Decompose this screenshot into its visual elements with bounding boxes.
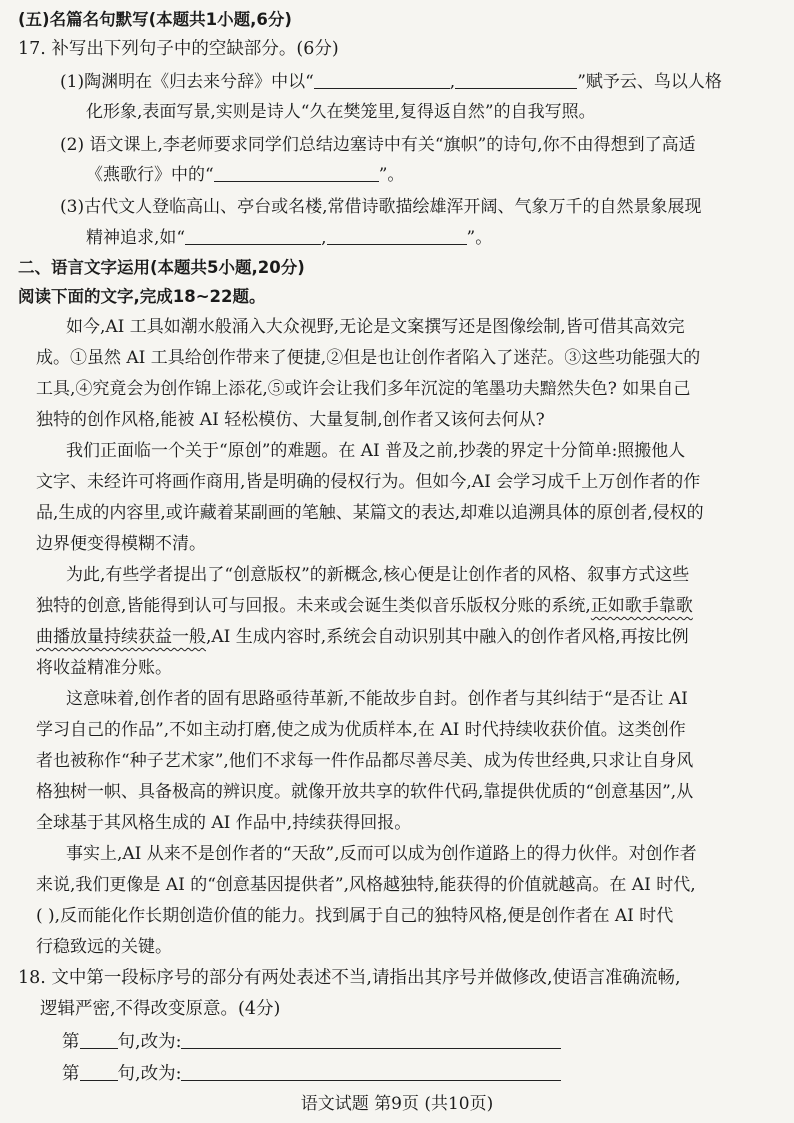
reading-instruction: 阅读下面的文字,完成18~22题。 [18,287,266,306]
wavy-underlined-phrase: 正如歌手靠歌 [590,596,693,616]
passage-line: 我们正面临一个关于“原创”的难题。在 AI 普及之前,抄袭的界定十分简单:照搬他人 [66,441,686,461]
sentence-number-blank[interactable] [80,1062,118,1081]
revision-blank[interactable] [181,1030,561,1049]
answer-blank[interactable] [314,70,450,89]
q17-item-1-line-2: 化形象,表面写景,实则是诗人“久在樊笼里,复得返自然”的自我写照。 [86,102,596,122]
q17-item-3-line-2: 精神追求,如“ , ”。 [86,228,493,248]
passage-line: 将收益精准分账。 [36,658,172,678]
answer-blank[interactable] [185,226,321,245]
passage-line: 工具,④究竟会为创作锦上添花,⑤或许会让我们多年沉淀的笔墨功夫黯然失色? 如果自己 [36,379,691,399]
passage-line: 品,生成的内容里,或许藏着某副画的笔触、某篇文的表达,却难以追溯具体的原创者,侵权的 [36,503,704,523]
q17-item-2-line-1: (2) 语文课上,李老师要求同学们总结边塞诗中有关“旗帜”的诗句,你不由得想到了高适 [60,135,696,155]
q17-item-2-line-2: 《燕歌行》中的“ ”。 [86,165,405,185]
passage-line: 曲播放量持续获益一般,AI 生成内容时,系统会自动识别其中融入的创作者风格,再按比例 [36,627,689,647]
passage-line: 如今,AI 工具如潮水般涌入大众视野,无论是文案撰写还是图像绘制,皆可借其高效完 [66,317,685,337]
passage-line: 事实上,AI 从来不是创作者的“天敌”,反而可以成为创作道路上的得力伙伴。对创作者 [66,844,697,864]
q17-item-3-line-1: (3)古代文人登临高山、亭台或名楼,常借诗歌描绘雄浑开阔、气象万千的自然景象展现 [60,197,702,217]
passage-line: ( ),反而能化作长期创造价值的能力。找到属于自己的独特风格,便是创作者在 AI 时代 [36,906,674,926]
answer-blank[interactable] [327,226,467,245]
passage-line: 行稳致远的关键。 [36,937,172,957]
question-18-line-2: 逻辑严密,不得改变原意。(4分) [40,999,281,1019]
passage-line: 文字、未经许可将画作商用,皆是明确的侵权行为。但如今,AI 会学习成千上万创作者的作 [36,472,701,492]
q18-answer-row: 第 句,改为: [62,1030,561,1054]
passage-line: 学习自己的作品”,不如主动打磨,使之成为优质样本,在 AI 时代持续收获价值。这类创作 [36,720,686,740]
passage-line: 格独树一帜、具备极高的辨识度。就像开放共享的软件代码,靠提供优质的“创意基因”,从 [36,782,694,802]
revision-blank[interactable] [181,1062,561,1081]
q18-answer-row: 第 句,改为: [62,1062,561,1086]
section-heading-5: (五)名篇名句默写(本题共1小题,6分) [18,10,292,29]
page-footer: 语文试题 第9页 (共10页) [300,1094,494,1114]
q17-item-1-line-1: (1)陶渊明在《归去来兮辞》中以“ , ”赋予云、鸟以人格 [60,72,722,92]
question-18: 18. 文中第一段标序号的部分有两处表述不当,请指出其序号并做修改,使语言准确流畅, [18,968,681,988]
answer-blank[interactable] [214,163,379,182]
passage-line: 者也被称作“种子艺术家”,他们不求每一件作品都尽善尽美、成为传世经典,只求让自身风 [36,751,694,771]
question-17: 17. 补写出下列句子中的空缺部分。(6分) [18,39,339,59]
wavy-underlined-phrase: 曲播放量持续获益一般 [36,627,206,647]
passage-line: 为此,有些学者提出了“创意版权”的新概念,核心便是让创作者的风格、叙事方式这些 [66,565,690,585]
passage-line: 这意味着,创作者的固有思路亟待革新,不能故步自封。创作者与其纠结于“是否让 AI [66,689,688,709]
passage-line: 边界便变得模糊不清。 [36,534,206,554]
passage-line: 成。①虽然 AI 工具给创作带来了便捷,②但是也让创作者陷入了迷茫。③这些功能强大的 [36,348,701,368]
section-heading-2: 二、语言文字运用(本题共5小题,20分) [18,258,305,277]
passage-line: 全球基于其风格生成的 AI 作品中,持续获得回报。 [36,813,412,833]
sentence-number-blank[interactable] [80,1030,118,1049]
answer-blank[interactable] [455,70,577,89]
passage-line: 来说,我们更像是 AI 的“创意基因提供者”,风格越独特,能获得的价值就越高。在 AI 时代, [36,875,696,895]
passage-line: 独特的创意,皆能得到认可与回报。未来或会诞生类似音乐版权分账的系统,正如歌手靠歌 [36,596,693,616]
passage-line: 独特的创作风格,能被 AI 轻松模仿、大量复制,创作者又该何去何从? [36,410,545,430]
